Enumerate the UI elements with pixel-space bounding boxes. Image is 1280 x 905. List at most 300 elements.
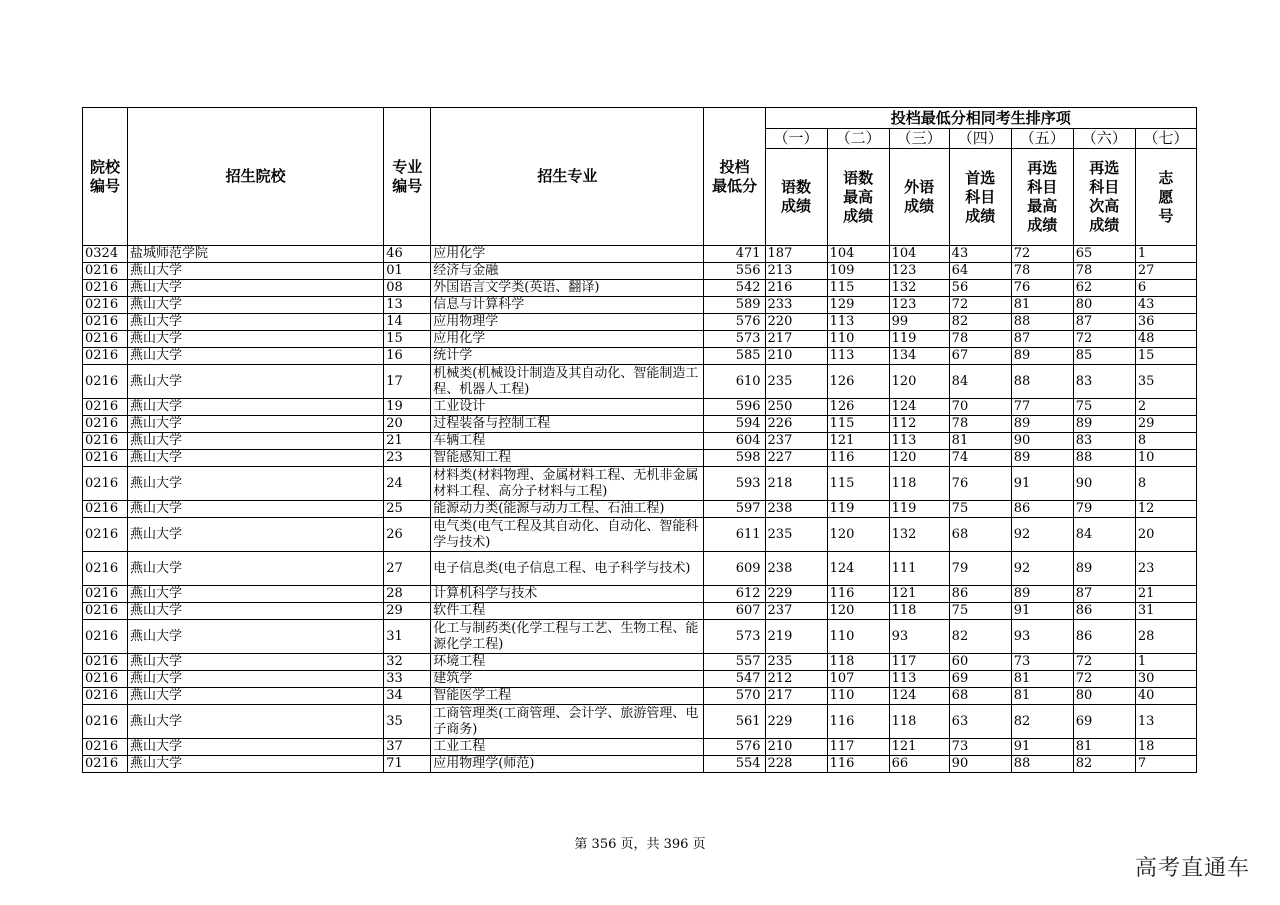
cell-school-code: 0216 bbox=[83, 688, 128, 705]
cell-first-subject: 74 bbox=[949, 450, 1011, 467]
cell-first-subject: 75 bbox=[949, 603, 1011, 620]
cell-preference-number: 18 bbox=[1135, 739, 1196, 756]
cell-elective-second: 78 bbox=[1073, 263, 1135, 280]
cell-major-name: 工商管理类(工商管理、会计学、旅游管理、电子商务) bbox=[431, 705, 704, 739]
cell-chinese-math-max: 110 bbox=[827, 620, 889, 654]
cell-elective-second: 80 bbox=[1073, 297, 1135, 314]
cell-school-code: 0216 bbox=[83, 467, 128, 501]
cell-min-score: 554 bbox=[704, 756, 765, 773]
cell-foreign-language: 120 bbox=[889, 450, 949, 467]
cell-elective-highest: 92 bbox=[1011, 518, 1073, 552]
cell-school-name: 燕山大学 bbox=[128, 501, 384, 518]
cell-school-code: 0216 bbox=[83, 501, 128, 518]
cell-elective-highest: 81 bbox=[1011, 671, 1073, 688]
table-row bbox=[83, 688, 1197, 705]
cell-school-code: 0216 bbox=[83, 705, 128, 739]
cell-school-name: 燕山大学 bbox=[128, 620, 384, 654]
cell-school-name: 燕山大学 bbox=[128, 297, 384, 314]
cell-elective-second: 72 bbox=[1073, 654, 1135, 671]
cell-major-code: 19 bbox=[384, 399, 431, 416]
cell-school-name: 燕山大学 bbox=[128, 688, 384, 705]
cell-major-name: 信息与计算科学 bbox=[431, 297, 704, 314]
cell-school-code: 0216 bbox=[83, 654, 128, 671]
header-sub-label: 首选 科目 成绩 bbox=[949, 149, 1011, 246]
table-row bbox=[83, 365, 1197, 399]
cell-foreign-language: 113 bbox=[889, 433, 949, 450]
cell-major-name: 应用物理学(师范) bbox=[431, 756, 704, 773]
cell-major-code: 01 bbox=[384, 263, 431, 280]
cell-foreign-language: 66 bbox=[889, 756, 949, 773]
cell-chinese-math-max: 113 bbox=[827, 348, 889, 365]
cell-chinese-math-max: 115 bbox=[827, 280, 889, 297]
cell-min-score: 561 bbox=[704, 705, 765, 739]
cell-school-name: 燕山大学 bbox=[128, 331, 384, 348]
cell-school-code: 0216 bbox=[83, 620, 128, 654]
cell-chinese-math-max: 110 bbox=[827, 331, 889, 348]
cell-school-name: 燕山大学 bbox=[128, 450, 384, 467]
cell-chinese-math-max: 120 bbox=[827, 603, 889, 620]
cell-elective-second: 85 bbox=[1073, 348, 1135, 365]
header-sub-number: （五） bbox=[1011, 129, 1073, 149]
cell-major-name: 应用化学 bbox=[431, 331, 704, 348]
cell-min-score: 609 bbox=[704, 552, 765, 586]
cell-major-code: 25 bbox=[384, 501, 431, 518]
cell-chinese-math-max: 116 bbox=[827, 756, 889, 773]
cell-school-code: 0216 bbox=[83, 263, 128, 280]
cell-elective-highest: 89 bbox=[1011, 416, 1073, 433]
cell-min-score: 573 bbox=[704, 331, 765, 348]
cell-elective-highest: 88 bbox=[1011, 314, 1073, 331]
cell-min-score: 589 bbox=[704, 297, 765, 314]
cell-school-code: 0216 bbox=[83, 314, 128, 331]
cell-elective-second: 82 bbox=[1073, 756, 1135, 773]
cell-min-score: 607 bbox=[704, 603, 765, 620]
cell-elective-highest: 89 bbox=[1011, 586, 1073, 603]
header-major-code: 专业 编号 bbox=[384, 108, 431, 246]
cell-min-score: 596 bbox=[704, 399, 765, 416]
cell-major-code: 37 bbox=[384, 739, 431, 756]
cell-first-subject: 69 bbox=[949, 671, 1011, 688]
cell-preference-number: 1 bbox=[1135, 654, 1196, 671]
cell-elective-second: 65 bbox=[1073, 246, 1135, 263]
cell-major-code: 26 bbox=[384, 518, 431, 552]
cell-chinese-math: 238 bbox=[765, 552, 827, 586]
header-sub-label: 语数 最高 成绩 bbox=[827, 149, 889, 246]
cell-elective-second: 72 bbox=[1073, 671, 1135, 688]
cell-elective-highest: 77 bbox=[1011, 399, 1073, 416]
cell-school-name: 燕山大学 bbox=[128, 348, 384, 365]
cell-major-name: 智能医学工程 bbox=[431, 688, 704, 705]
cell-first-subject: 78 bbox=[949, 331, 1011, 348]
cell-chinese-math: 210 bbox=[765, 739, 827, 756]
cell-chinese-math-max: 116 bbox=[827, 450, 889, 467]
cell-major-name: 能源动力类(能源与动力工程、石油工程) bbox=[431, 501, 704, 518]
cell-preference-number: 15 bbox=[1135, 348, 1196, 365]
cell-min-score: 611 bbox=[704, 518, 765, 552]
cell-chinese-math: 226 bbox=[765, 416, 827, 433]
cell-min-score: 471 bbox=[704, 246, 765, 263]
cell-school-code: 0216 bbox=[83, 603, 128, 620]
cell-chinese-math: 216 bbox=[765, 280, 827, 297]
cell-major-name: 电子信息类(电子信息工程、电子科学与技术) bbox=[431, 552, 704, 586]
cell-min-score: 576 bbox=[704, 314, 765, 331]
cell-elective-highest: 91 bbox=[1011, 603, 1073, 620]
header-sub-number: （二） bbox=[827, 129, 889, 149]
table-row bbox=[83, 739, 1197, 756]
cell-preference-number: 12 bbox=[1135, 501, 1196, 518]
table-row bbox=[83, 433, 1197, 450]
cell-chinese-math: 212 bbox=[765, 671, 827, 688]
cell-major-code: 71 bbox=[384, 756, 431, 773]
cell-chinese-math: 233 bbox=[765, 297, 827, 314]
cell-school-name: 燕山大学 bbox=[128, 399, 384, 416]
cell-first-subject: 73 bbox=[949, 739, 1011, 756]
cell-major-name: 化工与制药类(化学工程与工艺、生物工程、能源化学工程) bbox=[431, 620, 704, 654]
table-body bbox=[83, 246, 1197, 773]
cell-preference-number: 8 bbox=[1135, 433, 1196, 450]
cell-foreign-language: 99 bbox=[889, 314, 949, 331]
cell-elective-second: 86 bbox=[1073, 603, 1135, 620]
cell-min-score: 597 bbox=[704, 501, 765, 518]
table-row bbox=[83, 501, 1197, 518]
cell-school-code: 0216 bbox=[83, 450, 128, 467]
cell-chinese-math-max: 116 bbox=[827, 586, 889, 603]
cell-school-code: 0216 bbox=[83, 416, 128, 433]
cell-foreign-language: 93 bbox=[889, 620, 949, 654]
cell-min-score: 593 bbox=[704, 467, 765, 501]
cell-foreign-language: 132 bbox=[889, 518, 949, 552]
cell-elective-highest: 72 bbox=[1011, 246, 1073, 263]
cell-elective-second: 69 bbox=[1073, 705, 1135, 739]
cell-elective-highest: 93 bbox=[1011, 620, 1073, 654]
cell-preference-number: 7 bbox=[1135, 756, 1196, 773]
cell-school-name: 盐城师范学院 bbox=[128, 246, 384, 263]
cell-foreign-language: 121 bbox=[889, 739, 949, 756]
cell-elective-highest: 88 bbox=[1011, 756, 1073, 773]
table-row bbox=[83, 314, 1197, 331]
cell-school-code: 0324 bbox=[83, 246, 128, 263]
cell-elective-highest: 89 bbox=[1011, 450, 1073, 467]
admission-score-table bbox=[82, 107, 1197, 773]
cell-major-code: 21 bbox=[384, 433, 431, 450]
table-row bbox=[83, 586, 1197, 603]
header-sub-label: 再选 科目 最高 成绩 bbox=[1011, 149, 1073, 246]
cell-foreign-language: 121 bbox=[889, 586, 949, 603]
cell-chinese-math-max: 116 bbox=[827, 705, 889, 739]
cell-elective-second: 80 bbox=[1073, 688, 1135, 705]
cell-min-score: 576 bbox=[704, 739, 765, 756]
cell-major-code: 15 bbox=[384, 331, 431, 348]
cell-foreign-language: 120 bbox=[889, 365, 949, 399]
cell-elective-second: 88 bbox=[1073, 450, 1135, 467]
header-tie-break-group: 投档最低分相同考生排序项 bbox=[765, 108, 1196, 129]
cell-school-name: 燕山大学 bbox=[128, 467, 384, 501]
cell-first-subject: 75 bbox=[949, 501, 1011, 518]
cell-preference-number: 20 bbox=[1135, 518, 1196, 552]
cell-major-name: 软件工程 bbox=[431, 603, 704, 620]
header-min-score: 投档 最低分 bbox=[704, 108, 765, 246]
table-row bbox=[83, 246, 1197, 263]
cell-min-score: 570 bbox=[704, 688, 765, 705]
table-row bbox=[83, 450, 1197, 467]
cell-major-code: 13 bbox=[384, 297, 431, 314]
cell-preference-number: 30 bbox=[1135, 671, 1196, 688]
cell-major-name: 经济与金融 bbox=[431, 263, 704, 280]
cell-major-name: 应用物理学 bbox=[431, 314, 704, 331]
table-row bbox=[83, 467, 1197, 501]
cell-chinese-math: 218 bbox=[765, 467, 827, 501]
cell-chinese-math-max: 110 bbox=[827, 688, 889, 705]
cell-chinese-math: 220 bbox=[765, 314, 827, 331]
cell-chinese-math: 238 bbox=[765, 501, 827, 518]
cell-first-subject: 82 bbox=[949, 620, 1011, 654]
cell-chinese-math: 227 bbox=[765, 450, 827, 467]
cell-elective-second: 79 bbox=[1073, 501, 1135, 518]
cell-first-subject: 84 bbox=[949, 365, 1011, 399]
cell-chinese-math-max: 117 bbox=[827, 739, 889, 756]
cell-elective-second: 89 bbox=[1073, 552, 1135, 586]
cell-school-code: 0216 bbox=[83, 331, 128, 348]
cell-school-code: 0216 bbox=[83, 671, 128, 688]
table-row bbox=[83, 416, 1197, 433]
cell-elective-highest: 78 bbox=[1011, 263, 1073, 280]
cell-elective-highest: 88 bbox=[1011, 365, 1073, 399]
cell-chinese-math-max: 113 bbox=[827, 314, 889, 331]
cell-first-subject: 43 bbox=[949, 246, 1011, 263]
header-major-name: 招生专业 bbox=[431, 108, 704, 246]
cell-preference-number: 6 bbox=[1135, 280, 1196, 297]
cell-first-subject: 68 bbox=[949, 518, 1011, 552]
cell-chinese-math-max: 119 bbox=[827, 501, 889, 518]
cell-foreign-language: 113 bbox=[889, 671, 949, 688]
header-school-code: 院校 编号 bbox=[83, 108, 128, 246]
cell-first-subject: 60 bbox=[949, 654, 1011, 671]
table-row bbox=[83, 756, 1197, 773]
cell-major-name: 计算机科学与技术 bbox=[431, 586, 704, 603]
cell-school-code: 0216 bbox=[83, 297, 128, 314]
cell-chinese-math-max: 104 bbox=[827, 246, 889, 263]
cell-school-name: 燕山大学 bbox=[128, 654, 384, 671]
table-row bbox=[83, 603, 1197, 620]
cell-major-name: 机械类(机械设计制造及其自动化、智能制造工程、机器人工程) bbox=[431, 365, 704, 399]
cell-major-name: 工业设计 bbox=[431, 399, 704, 416]
cell-elective-highest: 82 bbox=[1011, 705, 1073, 739]
cell-major-code: 17 bbox=[384, 365, 431, 399]
cell-chinese-math-max: 126 bbox=[827, 365, 889, 399]
cell-preference-number: 40 bbox=[1135, 688, 1196, 705]
header-sub-number: （六） bbox=[1073, 129, 1135, 149]
cell-chinese-math: 235 bbox=[765, 654, 827, 671]
cell-school-code: 0216 bbox=[83, 365, 128, 399]
cell-chinese-math: 228 bbox=[765, 756, 827, 773]
cell-preference-number: 2 bbox=[1135, 399, 1196, 416]
cell-chinese-math: 213 bbox=[765, 263, 827, 280]
cell-preference-number: 48 bbox=[1135, 331, 1196, 348]
cell-school-name: 燕山大学 bbox=[128, 518, 384, 552]
cell-first-subject: 81 bbox=[949, 433, 1011, 450]
cell-major-code: 33 bbox=[384, 671, 431, 688]
header-sub-label: 外语 成绩 bbox=[889, 149, 949, 246]
cell-preference-number: 36 bbox=[1135, 314, 1196, 331]
cell-major-name: 智能感知工程 bbox=[431, 450, 704, 467]
cell-chinese-math: 210 bbox=[765, 348, 827, 365]
cell-first-subject: 72 bbox=[949, 297, 1011, 314]
cell-school-name: 燕山大学 bbox=[128, 739, 384, 756]
cell-school-code: 0216 bbox=[83, 739, 128, 756]
cell-school-name: 燕山大学 bbox=[128, 314, 384, 331]
cell-school-name: 燕山大学 bbox=[128, 705, 384, 739]
cell-elective-second: 75 bbox=[1073, 399, 1135, 416]
cell-preference-number: 31 bbox=[1135, 603, 1196, 620]
cell-preference-number: 10 bbox=[1135, 450, 1196, 467]
cell-foreign-language: 123 bbox=[889, 297, 949, 314]
cell-foreign-language: 119 bbox=[889, 501, 949, 518]
cell-major-name: 环境工程 bbox=[431, 654, 704, 671]
cell-first-subject: 56 bbox=[949, 280, 1011, 297]
header-sub-label: 志 愿 号 bbox=[1135, 149, 1196, 246]
cell-elective-highest: 90 bbox=[1011, 433, 1073, 450]
cell-school-code: 0216 bbox=[83, 552, 128, 586]
watermark-text: 高考直通车 bbox=[1134, 856, 1250, 881]
cell-chinese-math: 237 bbox=[765, 603, 827, 620]
cell-first-subject: 78 bbox=[949, 416, 1011, 433]
table-row bbox=[83, 620, 1197, 654]
cell-major-code: 32 bbox=[384, 654, 431, 671]
cell-major-code: 46 bbox=[384, 246, 431, 263]
cell-school-code: 0216 bbox=[83, 348, 128, 365]
cell-major-code: 27 bbox=[384, 552, 431, 586]
table-row bbox=[83, 280, 1197, 297]
cell-first-subject: 67 bbox=[949, 348, 1011, 365]
table-row bbox=[83, 331, 1197, 348]
cell-chinese-math: 235 bbox=[765, 365, 827, 399]
cell-min-score: 612 bbox=[704, 586, 765, 603]
header-sub-number: （四） bbox=[949, 129, 1011, 149]
cell-chinese-math: 229 bbox=[765, 586, 827, 603]
cell-foreign-language: 117 bbox=[889, 654, 949, 671]
header-sub-number: （一） bbox=[765, 129, 827, 149]
cell-major-name: 过程装备与控制工程 bbox=[431, 416, 704, 433]
cell-foreign-language: 124 bbox=[889, 399, 949, 416]
cell-elective-highest: 87 bbox=[1011, 331, 1073, 348]
cell-foreign-language: 118 bbox=[889, 603, 949, 620]
cell-chinese-math: 229 bbox=[765, 705, 827, 739]
cell-major-name: 外国语言文学类(英语、翻译) bbox=[431, 280, 704, 297]
cell-chinese-math-max: 107 bbox=[827, 671, 889, 688]
cell-foreign-language: 123 bbox=[889, 263, 949, 280]
cell-major-code: 35 bbox=[384, 705, 431, 739]
cell-school-name: 燕山大学 bbox=[128, 671, 384, 688]
cell-chinese-math-max: 129 bbox=[827, 297, 889, 314]
cell-school-code: 0216 bbox=[83, 280, 128, 297]
cell-major-code: 16 bbox=[384, 348, 431, 365]
cell-min-score: 585 bbox=[704, 348, 765, 365]
cell-preference-number: 21 bbox=[1135, 586, 1196, 603]
table-row bbox=[83, 263, 1197, 280]
cell-elective-second: 83 bbox=[1073, 365, 1135, 399]
cell-major-code: 31 bbox=[384, 620, 431, 654]
cell-elective-highest: 89 bbox=[1011, 348, 1073, 365]
cell-foreign-language: 132 bbox=[889, 280, 949, 297]
table-row bbox=[83, 654, 1197, 671]
cell-school-name: 燕山大学 bbox=[128, 280, 384, 297]
cell-school-name: 燕山大学 bbox=[128, 263, 384, 280]
cell-school-name: 燕山大学 bbox=[128, 552, 384, 586]
cell-elective-second: 81 bbox=[1073, 739, 1135, 756]
cell-first-subject: 82 bbox=[949, 314, 1011, 331]
cell-school-name: 燕山大学 bbox=[128, 433, 384, 450]
cell-school-code: 0216 bbox=[83, 399, 128, 416]
cell-school-code: 0216 bbox=[83, 518, 128, 552]
cell-chinese-math: 219 bbox=[765, 620, 827, 654]
cell-first-subject: 68 bbox=[949, 688, 1011, 705]
cell-major-name: 车辆工程 bbox=[431, 433, 704, 450]
cell-min-score: 598 bbox=[704, 450, 765, 467]
cell-major-name: 材料类(材料物理、金属材料工程、无机非金属材料工程、高分子材料与工程) bbox=[431, 467, 704, 501]
cell-preference-number: 13 bbox=[1135, 705, 1196, 739]
cell-elective-second: 87 bbox=[1073, 586, 1135, 603]
cell-foreign-language: 124 bbox=[889, 688, 949, 705]
cell-chinese-math-max: 126 bbox=[827, 399, 889, 416]
cell-min-score: 556 bbox=[704, 263, 765, 280]
cell-chinese-math-max: 115 bbox=[827, 467, 889, 501]
cell-preference-number: 43 bbox=[1135, 297, 1196, 314]
cell-chinese-math-max: 115 bbox=[827, 416, 889, 433]
table-row bbox=[83, 297, 1197, 314]
cell-major-name: 工业工程 bbox=[431, 739, 704, 756]
cell-chinese-math: 217 bbox=[765, 688, 827, 705]
cell-chinese-math-max: 120 bbox=[827, 518, 889, 552]
cell-elective-second: 83 bbox=[1073, 433, 1135, 450]
cell-elective-highest: 76 bbox=[1011, 280, 1073, 297]
cell-min-score: 594 bbox=[704, 416, 765, 433]
cell-elective-second: 84 bbox=[1073, 518, 1135, 552]
cell-elective-highest: 81 bbox=[1011, 297, 1073, 314]
cell-foreign-language: 112 bbox=[889, 416, 949, 433]
cell-elective-highest: 91 bbox=[1011, 739, 1073, 756]
table-row bbox=[83, 518, 1197, 552]
header-sub-label: 语数 成绩 bbox=[765, 149, 827, 246]
cell-preference-number: 23 bbox=[1135, 552, 1196, 586]
cell-school-code: 0216 bbox=[83, 756, 128, 773]
cell-major-name: 应用化学 bbox=[431, 246, 704, 263]
table-row bbox=[83, 348, 1197, 365]
cell-first-subject: 70 bbox=[949, 399, 1011, 416]
cell-preference-number: 27 bbox=[1135, 263, 1196, 280]
cell-min-score: 604 bbox=[704, 433, 765, 450]
cell-major-name: 统计学 bbox=[431, 348, 704, 365]
cell-chinese-math: 187 bbox=[765, 246, 827, 263]
cell-preference-number: 1 bbox=[1135, 246, 1196, 263]
cell-major-name: 建筑学 bbox=[431, 671, 704, 688]
cell-foreign-language: 134 bbox=[889, 348, 949, 365]
cell-chinese-math: 217 bbox=[765, 331, 827, 348]
cell-first-subject: 64 bbox=[949, 263, 1011, 280]
cell-chinese-math-max: 124 bbox=[827, 552, 889, 586]
table-header bbox=[83, 108, 1197, 246]
cell-first-subject: 79 bbox=[949, 552, 1011, 586]
cell-foreign-language: 104 bbox=[889, 246, 949, 263]
cell-major-code: 29 bbox=[384, 603, 431, 620]
cell-chinese-math: 237 bbox=[765, 433, 827, 450]
cell-school-code: 0216 bbox=[83, 433, 128, 450]
cell-first-subject: 76 bbox=[949, 467, 1011, 501]
header-sub-number: （七） bbox=[1135, 129, 1196, 149]
cell-preference-number: 28 bbox=[1135, 620, 1196, 654]
cell-elective-second: 86 bbox=[1073, 620, 1135, 654]
cell-elective-second: 87 bbox=[1073, 314, 1135, 331]
cell-elective-highest: 91 bbox=[1011, 467, 1073, 501]
